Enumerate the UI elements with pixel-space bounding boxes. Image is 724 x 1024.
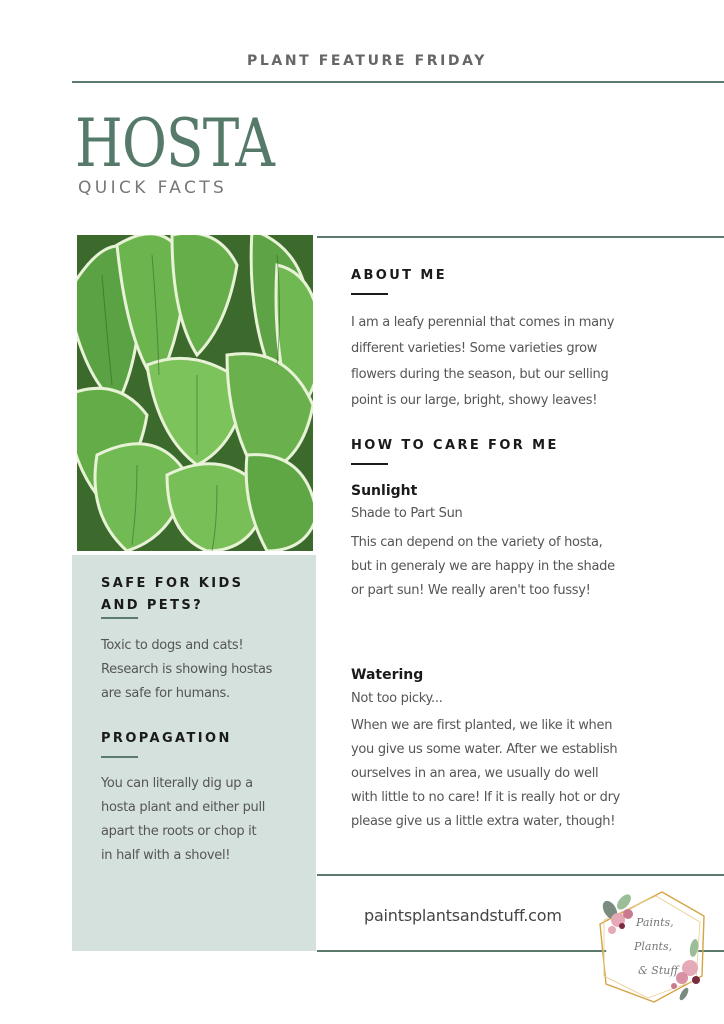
page-title: HOSTA: [75, 105, 275, 182]
text-line: flowers during the season, but our selling: [351, 367, 609, 382]
text-line: When we are first planted, we like it when: [351, 718, 613, 733]
brand-logo: [592, 888, 712, 1006]
hosta-photo: [77, 235, 313, 551]
website-link[interactable]: paintsplantsandstuff.com: [364, 906, 562, 925]
watering-title: Watering: [351, 667, 424, 683]
text-line: Toxic to dogs and cats!: [101, 638, 244, 653]
page-subtitle: QUICK FACTS: [78, 178, 228, 198]
about-heading-underline: [351, 293, 388, 295]
sunlight-summary: Shade to Part Sun: [351, 506, 463, 521]
heading-line: SAFE FOR KIDS: [101, 576, 244, 591]
text-line: please give us a little extra water, though!: [351, 814, 616, 829]
safety-text: [101, 634, 311, 706]
text-line: This can depend on the variety of hosta,: [351, 535, 603, 550]
hosta-leaves-image: [77, 235, 313, 551]
heading-line: AND PETS?: [101, 598, 204, 613]
text-line: in half with a shovel!: [101, 848, 231, 863]
care-heading: HOW TO CARE FOR ME: [351, 438, 559, 453]
text-line: hosta plant and either pull: [101, 800, 266, 815]
text-line: or part sun! We really aren't too fussy!: [351, 583, 591, 598]
text-line: different varieties! Some varieties grow: [351, 341, 598, 356]
logo-text-line: Paints,: [636, 916, 674, 929]
safety-heading: [101, 573, 243, 617]
text-line: I am a leafy perennial that comes in many: [351, 315, 615, 330]
text-line: with little to no care! If it is really hot or dry: [351, 790, 621, 805]
text-line: are safe for humans.: [101, 686, 230, 701]
text-line: but in generaly we are happy in the shade: [351, 559, 615, 574]
safety-heading-underline: [101, 617, 138, 619]
text-line: apart the roots or chop it: [101, 824, 257, 839]
floral-wreath-logo: [592, 888, 712, 1006]
about-heading: ABOUT ME: [351, 268, 447, 283]
content-divider-top: [317, 236, 724, 238]
watering-text: [351, 714, 701, 834]
watering-summary: Not too picky...: [351, 691, 443, 706]
text-line: You can literally dig up a: [101, 776, 253, 791]
logo-text-line: Plants,: [634, 940, 673, 953]
text-line: point is our large, bright, showy leaves!: [351, 393, 598, 408]
text-line: ourselves in an area, we usually do well: [351, 766, 599, 781]
text-line: you give us some water. After we establish: [351, 742, 618, 757]
text-line: Research is showing hostas: [101, 662, 273, 677]
propagation-heading-underline: [101, 756, 138, 758]
header-divider: [72, 81, 724, 83]
kicker-title: PLANT FEATURE FRIDAY: [247, 53, 487, 69]
about-text: [351, 310, 691, 414]
sunlight-text: [351, 531, 691, 603]
propagation-heading: PROPAGATION: [101, 731, 232, 746]
footer-divider-top: [317, 874, 724, 876]
propagation-text: [101, 772, 311, 868]
sunlight-title: Sunlight: [351, 483, 418, 499]
care-heading-underline: [351, 463, 388, 465]
logo-text-line: & Stuff: [638, 964, 679, 977]
